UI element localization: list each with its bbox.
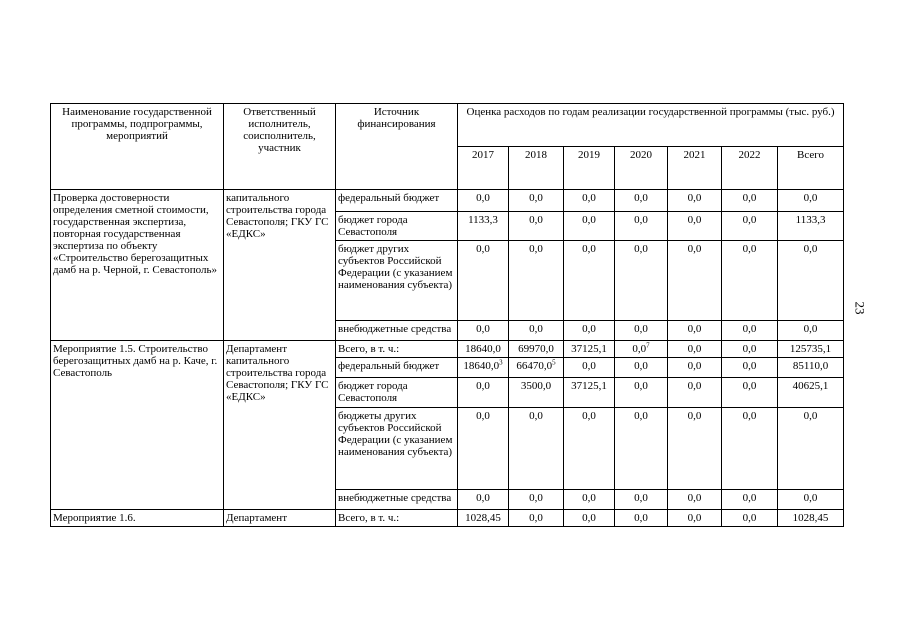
value-cell: [615, 341, 668, 358]
page-number: 23: [852, 301, 868, 315]
value-cell: 40625,1: [778, 378, 844, 408]
header-costs: Оценка расходов по годам реализации государственной программы (тыс. руб.): [458, 104, 844, 147]
program-name: Мероприятие 1.5. Строительство берегозащитных дамб на р. Каче, г. Севастополь: [51, 341, 224, 510]
value-text: 18640,0: [465, 343, 501, 355]
source-cell: Всего, в т. ч.:: [336, 341, 458, 358]
source-cell: внебюджетные средства: [336, 490, 458, 510]
value-cell: 0,0: [615, 490, 668, 510]
value-cell: 0,0: [615, 212, 668, 241]
source-cell: бюджет города Севастополя: [336, 378, 458, 408]
header-year-2018: 2018: [509, 147, 564, 190]
header-year-2022: 2022: [722, 147, 778, 190]
value-cell: 0,0: [458, 190, 509, 212]
header-executor: Ответственный исполнитель, соисполнитель, участник: [224, 104, 336, 190]
table-row: [51, 190, 844, 212]
value-text: 0,0: [632, 343, 647, 355]
value-text: 66470,0: [516, 360, 553, 372]
value-cell: 3500,0: [509, 378, 564, 408]
value-cell: 0,0: [722, 190, 778, 212]
value-cell: [458, 341, 509, 358]
value-cell: 85110,0: [778, 358, 844, 378]
value-cell: 0,0: [668, 190, 722, 212]
value-cell: 0,0: [615, 358, 668, 378]
value-cell: 0,0: [509, 408, 564, 490]
executor-name: капитального строительства города Севастополя; ГКУ ГС «ЕДКС»: [224, 190, 336, 341]
value-cell: 1028,45: [778, 510, 844, 527]
value-cell: 0,0: [615, 241, 668, 321]
value-cell: 0,0: [564, 490, 615, 510]
source-cell: бюджеты других субъектов Российской Федерации (с указанием наименования субъекта): [336, 408, 458, 490]
value-cell: 0,0: [668, 490, 722, 510]
value-cell: 1028,45: [458, 510, 509, 527]
source-cell: федеральный бюджет: [336, 358, 458, 378]
value-text: 125735,1: [789, 343, 832, 355]
value-cell: 0,0: [615, 510, 668, 527]
value-cell: 0,0: [668, 358, 722, 378]
header-year-2019: 2019: [564, 147, 615, 190]
value-cell: 0,0: [458, 241, 509, 321]
value-cell: 0,0: [509, 321, 564, 341]
value-cell: 0,0: [564, 358, 615, 378]
value-cell: 0,0: [615, 190, 668, 212]
value-cell: 0,0: [722, 510, 778, 527]
executor-name: Департамент: [224, 510, 336, 527]
footnote-marker: 5: [552, 358, 556, 367]
value-cell: 0,0: [668, 378, 722, 408]
value-cell: 0,0: [458, 378, 509, 408]
value-cell: 0,0: [722, 358, 778, 378]
footnote-marker: 3: [499, 358, 503, 367]
value-cell: 0,0: [509, 212, 564, 241]
value-cell: 0,0: [564, 510, 615, 527]
source-cell: бюджет других субъектов Российской Федерации (с указанием наименования субъекта): [336, 241, 458, 321]
value-cell: 0,0: [778, 241, 844, 321]
value-cell: 1133,3: [778, 212, 844, 241]
value-cell: 0,0: [458, 408, 509, 490]
value-text: 0,0: [687, 343, 702, 355]
value-cell: 0,0: [458, 490, 509, 510]
value-cell: [509, 341, 564, 358]
header-year-2021: 2021: [668, 147, 722, 190]
value-cell: 0,0: [615, 408, 668, 490]
program-name: Мероприятие 1.6.: [51, 510, 224, 527]
value-cell: 0,0: [668, 408, 722, 490]
executor-name: Департамент капитального строительства города Севастополя; ГКУ ГС «ЕДКС»: [224, 341, 336, 510]
table-row: [51, 510, 844, 527]
value-text: 0,0: [742, 343, 757, 355]
value-cell: 0,0: [778, 408, 844, 490]
budget-table: [50, 103, 844, 527]
value-cell: 0,0: [722, 490, 778, 510]
value-text: 37125,1: [571, 343, 607, 355]
value-cell: 0,0: [722, 241, 778, 321]
value-cell: [564, 341, 615, 358]
value-cell: [668, 341, 722, 358]
value-cell: 0,0: [778, 490, 844, 510]
value-cell: 0,0: [509, 190, 564, 212]
value-cell: 0,0: [458, 321, 509, 341]
source-cell: внебюджетные средства: [336, 321, 458, 341]
value-cell: 0,0: [722, 378, 778, 408]
header-year-2020: 2020: [615, 147, 668, 190]
value-cell: 0,0: [668, 321, 722, 341]
value-cell: [509, 358, 564, 378]
value-cell: 0,0: [668, 212, 722, 241]
value-cell: 0,0: [615, 378, 668, 408]
value-cell: 0,0: [778, 190, 844, 212]
value-text: 69970,0: [518, 343, 554, 355]
value-cell: 37125,1: [564, 378, 615, 408]
header-program: Наименование государственной программы, подпрограммы, мероприятий: [51, 104, 224, 190]
source-cell: бюджет города Севастополя: [336, 212, 458, 241]
value-cell: 0,0: [722, 212, 778, 241]
value-cell: 0,0: [778, 321, 844, 341]
value-cell: 0,0: [509, 490, 564, 510]
value-cell: 0,0: [615, 321, 668, 341]
value-text: 18640,0: [463, 360, 500, 372]
value-cell: [722, 341, 778, 358]
value-cell: 1133,3: [458, 212, 509, 241]
source-cell: Всего, в т. ч.:: [336, 510, 458, 527]
value-cell: 0,0: [668, 510, 722, 527]
value-cell: 0,0: [722, 408, 778, 490]
source-cell: федеральный бюджет: [336, 190, 458, 212]
header-total: Всего: [778, 147, 844, 190]
table-row: [51, 341, 844, 358]
value-cell: 0,0: [564, 241, 615, 321]
value-cell: 0,0: [509, 241, 564, 321]
footnote-marker: 7: [646, 341, 650, 350]
value-cell: 0,0: [668, 241, 722, 321]
program-name: Проверка достоверности определения сметной стоимости, государственная экспертиза, повторная государственная экспертиза по объекту «Строительство берегозащитных дамб на р. Черной, г. Севастополь»: [51, 190, 224, 341]
value-cell: 0,0: [564, 321, 615, 341]
value-cell: 0,0: [564, 190, 615, 212]
value-cell: 0,0: [722, 321, 778, 341]
value-cell: 0,0: [509, 510, 564, 527]
value-cell: 0,0: [564, 408, 615, 490]
value-cell: [458, 358, 509, 378]
header-year-2017: 2017: [458, 147, 509, 190]
value-cell: [778, 341, 844, 358]
header-source: Источник финансирования: [336, 104, 458, 190]
value-cell: 0,0: [564, 212, 615, 241]
